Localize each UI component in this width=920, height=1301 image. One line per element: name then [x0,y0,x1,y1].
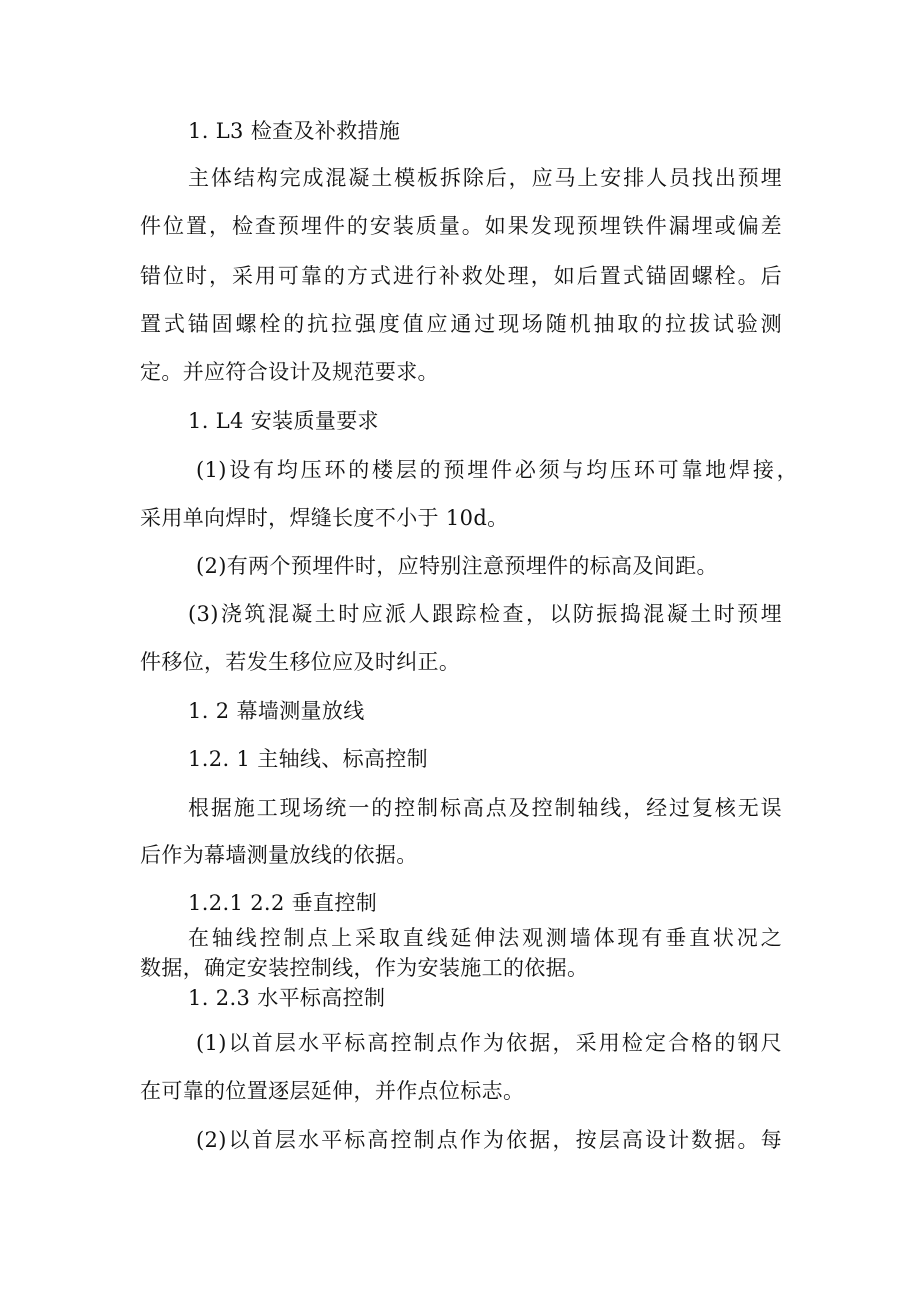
section-heading-1-2-3: 1. 2.3 水平标高控制 [188,986,386,1010]
paragraph-line: 根据施工现场统一的控制标高点及控制轴线，经过复核无误 [188,796,782,820]
paragraph-line: 在轴线控制点上采取直线延伸法观测墙体现有垂直状况之 [188,926,782,950]
paragraph-line: 数据，确定安装控制线，作为安装施工的依据。 [140,956,589,980]
paragraph-line: 错位时，采用可靠的方式进行补救处理，如后置式锚固螺栓。后 [140,264,782,288]
list-item-line: 采用单向焊时，焊缝长度不小于 10d。 [140,506,509,530]
paragraph-line: 定。并应符合设计及规范要求。 [140,360,439,384]
section-heading-1-1-4: 1. L4 安装质量要求 [188,409,379,433]
list-item-line: (2)以首层水平标高控制点作为依据，按层高设计数据。每 [196,1128,782,1152]
section-heading-1-2-1: 1.2. 1 主轴线、标高控制 [188,747,429,771]
section-heading-1-2-2: 1.2.1 2.2 垂直控制 [188,891,378,915]
section-heading-1-2: 1. 2 幕墙测量放线 [188,699,365,723]
list-item-line: (1)设有均压环的楼层的预埋件必须与均压环可靠地焊接， [196,458,798,482]
section-heading-1-1-3: 1. L3 检查及补救措施 [188,119,401,143]
list-item-line: (1)以首层水平标高控制点作为依据，采用检定合格的钢尺 [196,1031,782,1055]
paragraph-line: 置式锚固螺栓的抗拉强度值应通过现场随机抽取的拉拔试验测 [140,312,782,336]
paragraph-line: 后作为幕墙测量放线的依据。 [140,843,418,867]
list-item-line: (2)有两个预埋件时，应特别注意预埋件的标高及间距。 [196,554,718,578]
list-item-line: 在可靠的位置逐层延伸，并作点位标志。 [140,1079,525,1103]
list-item-line: (3)浇筑混凝土时应派人跟踪检查，以防振捣混凝土时预埋 [188,602,782,626]
paragraph-line: 主体结构完成混凝土模板拆除后，应马上安排人员找出预埋 [188,166,782,190]
paragraph-line: 件位置，检查预埋件的安装质量。如果发现预埋铁件漏埋或偏差 [140,214,782,238]
list-item-line: 件移位，若发生移位应及时纠正。 [140,650,461,674]
